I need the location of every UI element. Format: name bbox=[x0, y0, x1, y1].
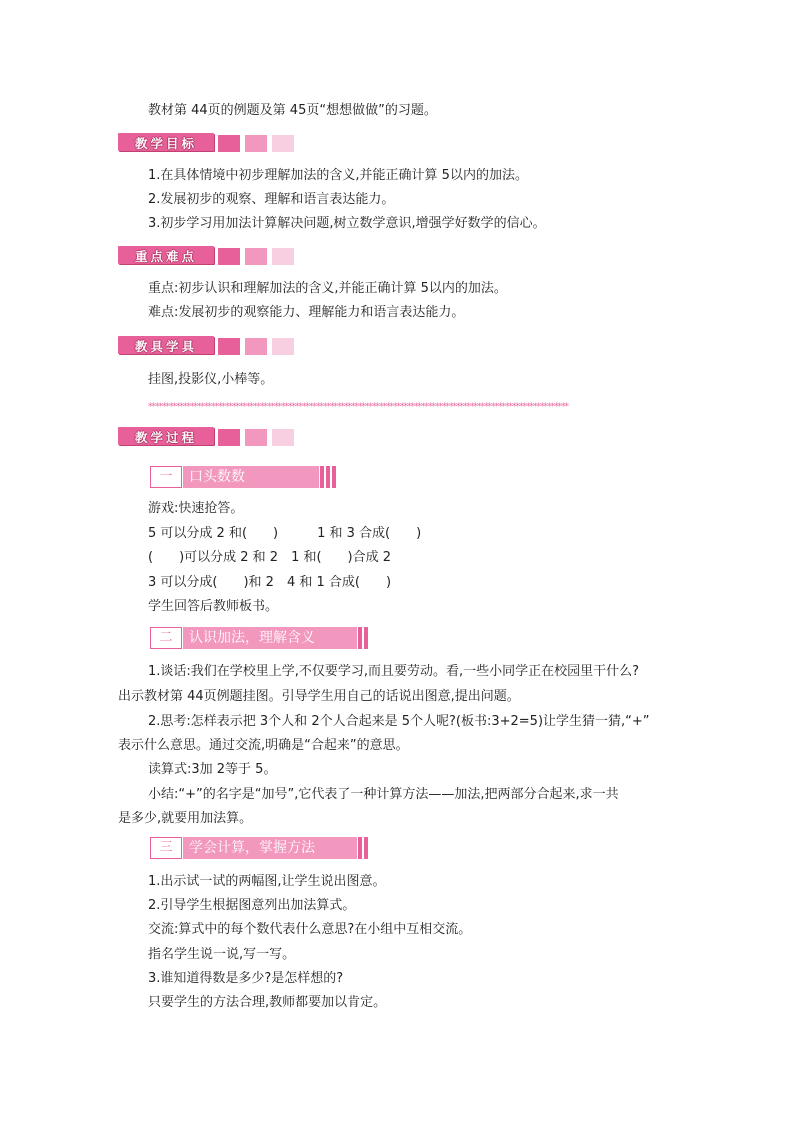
section-title: 教学过程 bbox=[134, 430, 197, 445]
keypoint-item: 重点:初步认识和理解加法的含义,并能正确计算 5以内的加法。 bbox=[148, 281, 507, 296]
subsection-title: 口头数数 bbox=[183, 466, 319, 488]
body-line: 读算式:3加 2等于 5。 bbox=[148, 762, 277, 777]
subsection-bar-2 bbox=[150, 627, 372, 649]
body-line: 小结:“+”的名字是“加号”,它代表了一种计算方法——加法,把两部分合起来,求一共 bbox=[148, 787, 619, 802]
goal-item: 1.在具体情境中初步理解加法的含义,并能正确计算 5以内的加法。 bbox=[148, 168, 528, 183]
goal-item: 3.初步学习用加法计算解决问题,树立数学意识,增强学好数学的信心。 bbox=[148, 216, 546, 231]
subsection-title: 认识加法，理解含义 bbox=[183, 627, 357, 649]
intro-text: 教材第 44页的例题及第 45页“想想做做”的习题。 bbox=[148, 103, 437, 118]
star-divider: ************************************************************************************************************************ bbox=[148, 402, 568, 412]
tools-item: 挂图,投影仪,小棒等。 bbox=[148, 372, 274, 387]
body-line: 3.谁知道得数是多少?是怎样想的? bbox=[148, 971, 344, 986]
body-line: 出示教材第 44页例题挂图。引导学生用自己的话说出图意,提出问题。 bbox=[118, 689, 520, 704]
body-line: 交流:算式中的每个数代表什么意思?在小组中互相交流。 bbox=[148, 922, 472, 937]
goal-item: 2.发展初步的观察、理解和语言表达能力。 bbox=[148, 192, 395, 207]
subsection-bar-3 bbox=[150, 837, 372, 859]
body-line: 1.出示试一试的两幅图,让学生说出图意。 bbox=[148, 874, 386, 889]
keypoint-item: 难点:发展初步的观察能力、理解能力和语言表达能力。 bbox=[148, 305, 465, 320]
body-line: 5 可以分成 2 和( ) 1 和 3 合成( ) bbox=[148, 526, 422, 541]
section-title: 教学目标 bbox=[134, 136, 197, 151]
body-line: 指名学生说一说,写一写。 bbox=[148, 947, 296, 962]
body-line: 3 可以分成( )和 2 4 和 1 合成( ) bbox=[148, 575, 392, 590]
body-line: 是多少,就要用加法算。 bbox=[118, 811, 253, 826]
body-line: 2.思考:怎样表示把 3个人和 2个人合起来是 5个人呢?(板书:3+2=5)让学生猜一猜,“+” bbox=[148, 714, 650, 729]
subsection-bar-1 bbox=[150, 466, 334, 488]
body-line: ( )可以分成 2 和 2 1 和( )合成 2 bbox=[148, 550, 392, 565]
body-line: 游戏:快速抢答。 bbox=[148, 501, 244, 516]
subsection-number: 二 bbox=[150, 627, 182, 649]
section-title: 重点难点 bbox=[134, 249, 197, 264]
subsection-number: 一 bbox=[150, 466, 182, 488]
subsection-number: 三 bbox=[150, 837, 182, 859]
body-line: 2.引导学生根据图意列出加法算式。 bbox=[148, 898, 356, 913]
body-line: 表示什么意思。通过交流,明确是“合起来”的意思。 bbox=[118, 738, 409, 753]
body-line: 学生回答后教师板书。 bbox=[148, 599, 279, 614]
body-line: 只要学生的方法合理,教师都要加以肯定。 bbox=[148, 995, 387, 1010]
section-title: 教具学具 bbox=[134, 339, 197, 354]
subsection-title: 学会计算，掌握方法 bbox=[183, 837, 357, 859]
body-line: 1.谈话:我们在学校里上学,不仅要学习,而且要劳动。看,一些小同学正在校园里干什么? bbox=[148, 664, 640, 679]
